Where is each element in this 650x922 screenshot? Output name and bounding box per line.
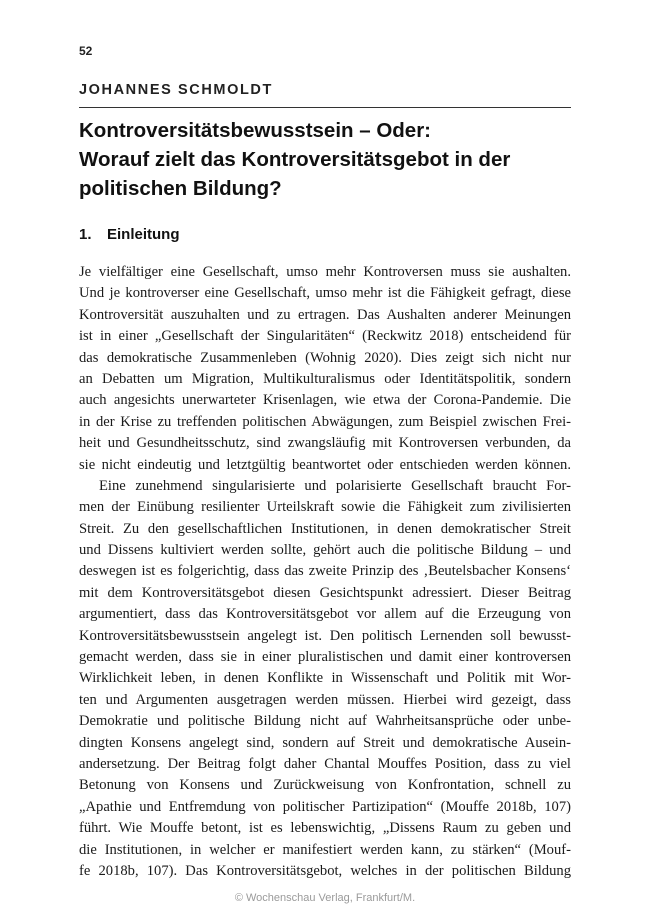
section-heading xyxy=(79,226,180,243)
text-line: Kontroversität auszuhalten und zu ertragen. Das Aushalten anderer Meinungen xyxy=(79,306,571,323)
text-line: Und je kontroverser eine Gesellschaft, umso mehr ist die Fähigkeit gefragt, diese xyxy=(79,285,571,302)
text-line: das demokratische Zusammenleben (Wohnig 2020). Dies zeigt sich nicht nur xyxy=(79,349,571,366)
text-line: führt. Wie Mouffe betont, ist es lebenswichtig, „Dissens Raum zu geben und xyxy=(79,820,571,837)
text-line: mit dem Kontroversitätsgebot diesen Gesichtspunkt adressiert. Dieser Beitrag xyxy=(79,584,571,601)
text-line: andersetzung. Der Beitrag folgt daher Chantal Mouffes Position, dass zu viel xyxy=(79,755,571,772)
text-line: Betonung von Konsens und Zurückweisung von Konfrontation, schnell zu xyxy=(79,777,571,794)
text-line: ist in einer „Gesellschaft der Singularitäten“ (Reckwitz 2018) entscheidend für xyxy=(79,328,571,345)
text-line: Je vielfältiger eine Gesellschaft, umso mehr Kontroversen muss sie aushalten. xyxy=(79,264,571,280)
text-line: sie nicht eindeutig und letztgültig beantwortet oder entschieden werden können. xyxy=(79,456,571,473)
section-number: 1. xyxy=(79,226,92,243)
page-number: 52 xyxy=(79,44,93,58)
text-line: argumentiert, dass das Kontroversitätsgebot vor allem auf die Erzeugung von xyxy=(79,606,571,623)
author-name: JOHANNES SCHMOLDT xyxy=(79,82,273,98)
text-line: dingten Konsens angelegt sind, sondern auf Streit und demokratische Ausein- xyxy=(79,734,571,751)
text-line: und Dissens kultiviert werden sollte, gehört auch die politische Bildung – und xyxy=(79,542,571,559)
title-line: Worauf zielt das Kontroversitätsgebot in der xyxy=(79,148,511,171)
text-line: „Apathie und Entfremdung von politischer Partizipation“ (Mouffe 2018b, 107) xyxy=(79,798,571,815)
text-line: Streit. Zu den gesellschaftlichen Institutionen, in denen demokratischer Streit xyxy=(79,520,571,537)
title-line: politischen Bildung? xyxy=(79,177,282,200)
copyright-footer: © Wochenschau Verlag, Frankfurt/M. xyxy=(234,892,416,904)
text-line: fe 2018b, 107). Das Kontroversitätsgebot, welches in der politischen Bildung xyxy=(79,862,571,879)
text-line: auch angesichts unerwarteter Krisenlagen, wie etwa der Corona-Pandemie. Die xyxy=(79,392,571,409)
text-line: Eine zunehmend singularisierte und polarisierte Gesellschaft braucht For- xyxy=(99,477,571,494)
body-text xyxy=(79,262,571,882)
text-line: heit und Gesundheitsschutz, sind zwangsläufig mit Kontroversen verbunden, da xyxy=(79,435,571,452)
text-line: gemacht werden, dass sie in einer pluralistischen und damit einer kontroversen xyxy=(79,649,571,666)
text-line: an Debatten um Migration, Multikulturalismus oder Identitätspolitik, sondern xyxy=(79,370,571,387)
title-line: Kontroversitätsbewusstsein – Oder: xyxy=(79,119,432,142)
text-line: die Institutionen, in welcher er manifestiert werden kann, zu stärken“ (Mouf- xyxy=(79,841,571,858)
header-rule xyxy=(79,107,571,108)
text-line: Wirklichkeit leben, in denen Konflikte in Wissenschaft und Politik mit Wor- xyxy=(79,670,571,687)
text-line: Kontroversitätsbewusstsein angelegt ist. Den politisch Lernenden soll bewusst- xyxy=(79,627,571,644)
section-title: Einleitung xyxy=(107,226,180,243)
text-line: ten und Argumenten ausgetragen werden müssen. Hierbei wird gezeigt, dass xyxy=(79,691,571,708)
article-title xyxy=(79,116,571,203)
text-line: deswegen ist es folgerichtig, dass das zweite Prinzip des ‚Beutelsbacher Konsens‘ xyxy=(79,563,571,580)
text-line: in der Krise zu treffenden politischen Abwägungen, zum Beispiel zwischen Frei- xyxy=(79,413,571,430)
text-line: Demokratie und politische Bildung nicht auf Wahrheitsansprüche oder unbe- xyxy=(79,713,571,730)
text-line: men der Einübung resilienter Urteilskraft sowie die Fähigkeit zum zivilisierten xyxy=(79,499,571,516)
